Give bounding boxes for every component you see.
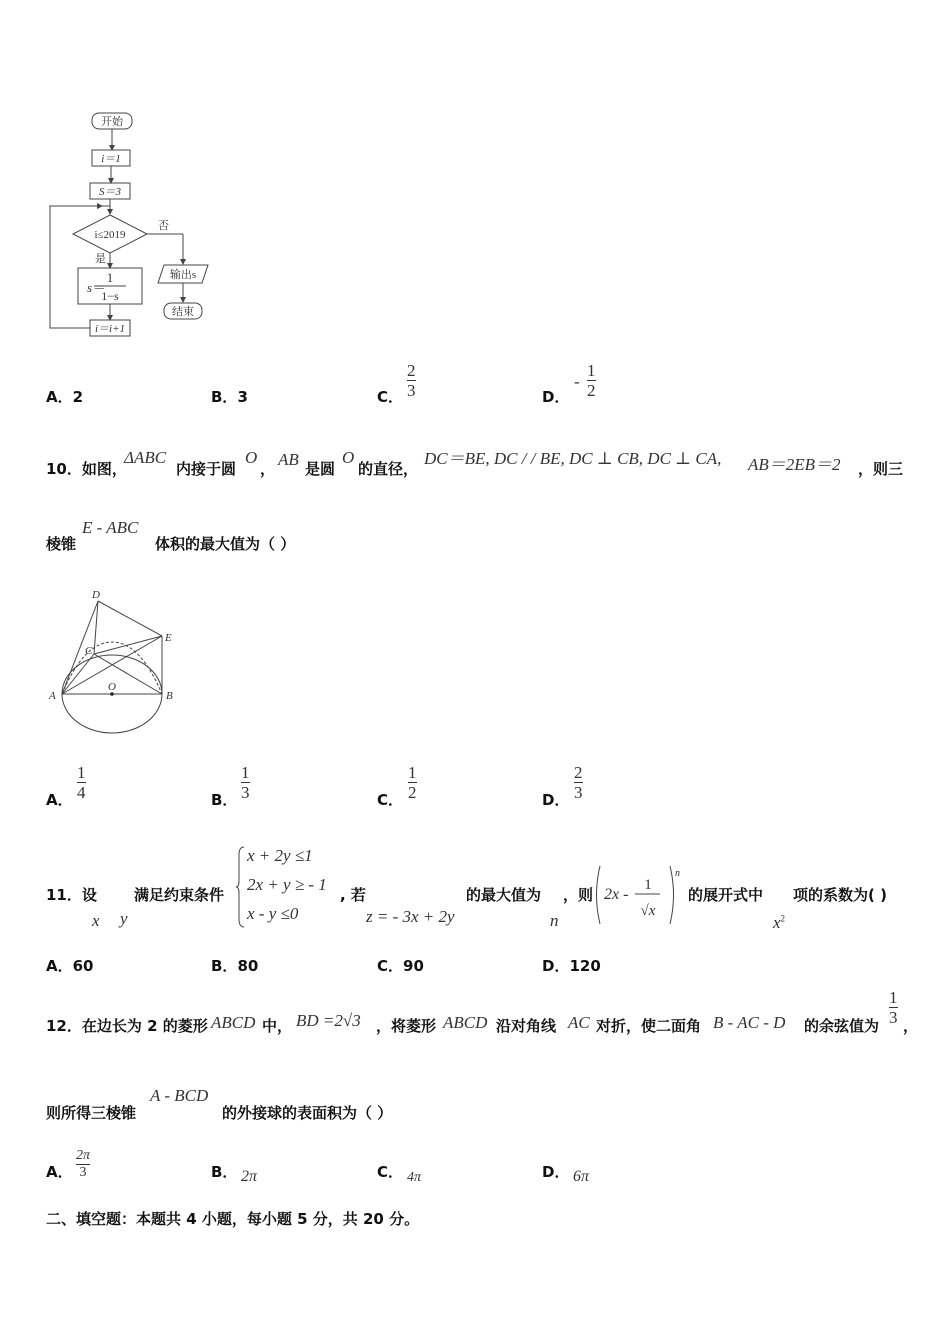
q10-fig-e: E: [165, 632, 172, 644]
q12-rhombus-2: ABCD: [443, 1013, 488, 1032]
svg-text:2x -: 2x -: [604, 886, 629, 903]
q10-text-4: 是圆: [305, 460, 336, 478]
q12-option-c-label: C．: [377, 1163, 404, 1181]
q11-constraint-3: x - y ≤0: [247, 904, 299, 923]
q12-option-b-label: B．: [211, 1163, 238, 1181]
q10-geometry-figure: [44, 584, 189, 740]
q12-dihedral: B - AC - D: [713, 1013, 786, 1032]
q11-text-4: 的最大值为: [466, 886, 542, 904]
q9-option-d-label: D．: [542, 388, 570, 406]
q10-conditions-2: AB＝2EB＝2: [748, 455, 841, 474]
q12-option-d-value: 6π: [573, 1168, 590, 1185]
q11-constraint-2: 2x + y ≥ - 1: [247, 875, 327, 894]
q11-option-a: A．60: [46, 957, 94, 975]
q11-option-b: B．80: [211, 957, 259, 975]
flow-output-label: 输出s: [169, 269, 197, 281]
q11-var-n: n: [550, 911, 559, 930]
q11-text-1: 11．设: [46, 886, 97, 904]
q10-fig-b: B: [166, 690, 173, 702]
q11-text-7: 项的系数为( ): [793, 886, 887, 904]
q10-fig-c: C: [85, 645, 93, 657]
q10-circle-o2: O: [342, 448, 355, 467]
q12-line2-b: 的外接球的表面积为（ ）: [222, 1104, 393, 1122]
q10-line2-a: 棱锥: [46, 535, 77, 553]
q12-text-6: 的余弦值为: [804, 1017, 880, 1035]
q12-option-c-value: 4π: [407, 1170, 422, 1185]
svg-text:n: n: [675, 868, 680, 879]
q11-x-squared: $x^2$: [773, 913, 786, 932]
q12-text-5: 对折，使二面角: [596, 1017, 702, 1035]
svg-text:1: 1: [644, 877, 652, 893]
q10-option-d-label: D．: [542, 791, 570, 809]
section-2-heading: 二、填空题：本题共 4 小题，每小题 5 分，共 20 分。: [46, 1210, 420, 1228]
q11-binomial: [592, 862, 682, 932]
flow-no-label: 否: [158, 220, 169, 232]
q10-text-5: 的直径，: [358, 460, 419, 478]
q12-cosine-fraction: 1 3: [889, 988, 898, 1027]
q12-text-4: 沿对角线: [496, 1017, 557, 1035]
q9-option-a: A．2: [46, 388, 84, 406]
q11-text-5: ，则: [563, 886, 594, 904]
q10-option-b-label: B．: [211, 791, 238, 809]
q10-ab: AB: [278, 450, 299, 469]
q11-var-x: x: [92, 911, 100, 930]
flow-condition-label: i≤2019: [94, 229, 126, 241]
flow-yes-label: 是: [95, 253, 106, 265]
q12-text-1: 12．在边长为 2 的菱形: [46, 1017, 208, 1035]
q10-line2-b: 体积的最大值为（ ）: [155, 535, 296, 553]
q9-option-b: B．3: [211, 388, 248, 406]
q11-constraint-1: x + 2y ≤1: [247, 846, 313, 865]
q12-line2-a: 则所得三棱锥: [46, 1104, 137, 1122]
q10-option-d-fraction: 2 3: [574, 763, 583, 802]
q10-fig-d: D: [92, 589, 100, 601]
q12-option-d-label: D．: [542, 1163, 570, 1181]
flow-assign-num: 1: [106, 270, 114, 285]
flow-assign-label: s＝: [87, 280, 106, 295]
q9-option-d-fraction: 1 2: [587, 361, 596, 400]
q11-text-2: 满足约束条件: [134, 886, 225, 904]
q11-text-3: , 若: [340, 886, 366, 904]
q11-text-6: 的展开式中: [688, 886, 764, 904]
q12-pyramid: A - BCD: [150, 1086, 209, 1105]
flow-init-i-label: i＝1: [101, 153, 121, 165]
q12-rhombus-1: ABCD: [211, 1013, 256, 1032]
flowchart-figure: [40, 108, 220, 344]
flow-assign-den: 1−s: [101, 289, 119, 303]
q10-pyramid: E - ABC: [82, 518, 139, 537]
q11-var-y: y: [120, 909, 128, 928]
q10-text-6: ，则三: [858, 460, 904, 478]
q12-option-b-value: 2π: [241, 1168, 258, 1185]
q12-option-a-label: A．: [46, 1163, 73, 1181]
q10-triangle: ΔABC: [124, 448, 167, 467]
q11-option-d: D．120: [542, 957, 601, 975]
q11-option-c: C．90: [377, 957, 424, 975]
q11-brace: [236, 845, 246, 929]
q12-text-7: ，: [903, 1017, 919, 1035]
svg-text:√x: √x: [640, 903, 656, 919]
q10-text-3: ，: [260, 460, 276, 478]
q10-option-a-label: A．: [46, 791, 73, 809]
flow-start-label: 开始: [101, 116, 123, 128]
q11-objective: z = - 3x + 2y: [366, 907, 455, 926]
q12-option-a-fraction: 2π 3: [76, 1148, 91, 1180]
q10-fig-o: O: [108, 681, 116, 693]
q10-text-1: 10．如图，: [46, 460, 127, 478]
q10-fig-a: A: [49, 690, 56, 702]
q10-text-2: 内接于圆: [176, 460, 237, 478]
q10-option-c-label: C．: [377, 791, 404, 809]
q9-option-c-fraction: 2 3: [407, 361, 416, 400]
flow-end-label: 结束: [172, 306, 194, 318]
q12-text-2: 中，: [262, 1017, 293, 1035]
flow-increment-label: i＝i+1: [94, 323, 126, 335]
q12-bd: BD =2√3: [296, 1011, 361, 1030]
q12-text-3: ，将菱形: [376, 1017, 437, 1035]
flow-init-s-label: S＝3: [99, 186, 121, 198]
q10-conditions: DC＝BE, DC / / BE, DC ⊥ CB, DC ⊥ CA,: [424, 449, 722, 468]
q10-circle-o: O: [245, 448, 258, 467]
q10-option-b-fraction: 1 3: [241, 763, 250, 802]
q9-option-c-label: C．: [377, 388, 404, 406]
q12-ac: AC: [568, 1013, 590, 1032]
q9-option-d-sign: -: [574, 372, 580, 391]
q10-option-c-fraction: 1 2: [408, 763, 417, 802]
q10-option-a-fraction: 1 4: [77, 763, 86, 802]
